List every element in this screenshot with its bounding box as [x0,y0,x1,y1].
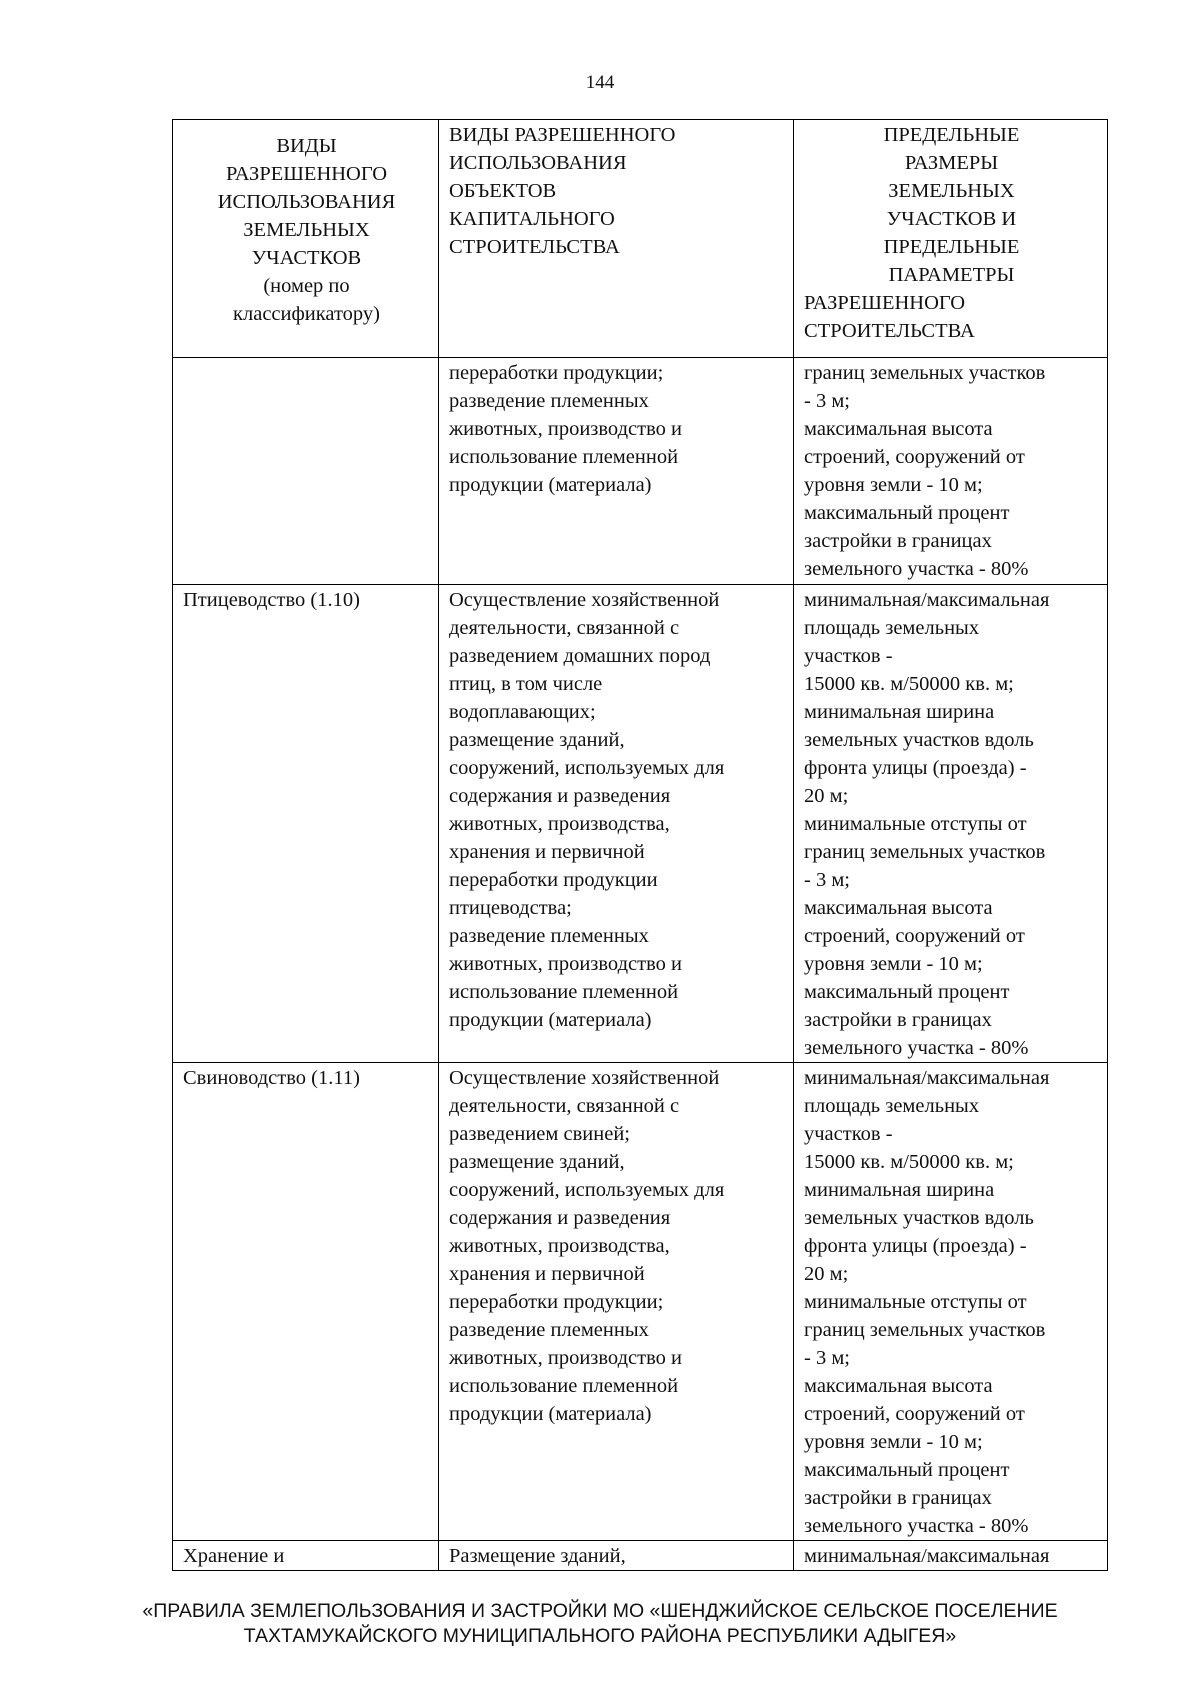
header-land-use-types [173,120,439,358]
table-row [173,1541,1108,1571]
header-limit-parameters-tail: РАЗРЕШЕННОГО СТРОИТЕЛЬСТВА [804,292,975,342]
cell-limit-parameters: границ земельных участков - 3 м; максимальная высота строений, сооружений от уровня земли - 10 м; максимальный процент застройки в границах земельного участка - 80% [794,358,1108,585]
cell-limit-parameters: минимальная/максимальная [794,1541,1108,1571]
footer-line-1: «ПРАВИЛА ЗЕМЛЕПОЛЬЗОВАНИЯ И ЗАСТРОЙКИ МО «ШЕНДЖИЙСКОЕ СЕЛЬСКОЕ ПОСЕЛЕНИЕ [142,1600,1058,1622]
cell-capital-objects: переработки продукции; разведение племенных животных, производство и использование племенной продукции (материала) [439,358,794,585]
cell-land-use-type: Свиноводство (1.11) [173,1063,439,1541]
header-land-use-types-title: ВИДЫ РАЗРЕШЕННОГО ИСПОЛЬЗОВАНИЯ ЗЕМЕЛЬНЫХ УЧАСТКОВ [217,135,396,269]
header-classifier-note: (номер по классификатору) [233,275,380,325]
table-row [173,1063,1108,1541]
header-row [173,120,1108,358]
cell-limit-parameters: минимальная/максимальная площадь земельных участков - 15000 кв. м/50000 кв. м; минимальная ширина земельных участков вдоль фронта улицы (проезда) - 20 м; минимальные отступы от границ земельных участков - 3 м; максимальная высота строений, сооружений от уровня земли - 10 м; максимальный процент застройки в границах земельного участка - 80% [794,585,1108,1063]
header-limit-parameters-main: ПРЕДЕЛЬНЫЕ РАЗМЕРЫ ЗЕМЕЛЬНЫХ УЧАСТКОВ И ПРЕДЕЛЬНЫЕ ПАРАМЕТРЫ [883,124,1020,286]
page-number: 144 [585,72,615,93]
header-limit-parameters [794,120,1108,358]
table-row [173,358,1108,585]
cell-land-use-type: Птицеводство (1.10) [173,585,439,1063]
cell-land-use-type [173,358,439,585]
cell-limit-parameters: минимальная/максимальная площадь земельных участков - 15000 кв. м/50000 кв. м; минимальная ширина земельных участков вдоль фронта улицы (проезда) - 20 м; минимальные отступы от границ земельных участков - 3 м; максимальная высота строений, сооружений от уровня земли - 10 м; максимальный процент застройки в границах земельного участка - 80% [794,1063,1108,1541]
cell-capital-objects: Осуществление хозяйственной деятельности, связанной с разведением свиней; размещение зданий, сооружений, используемых для содержания и разведения животных, производства, хранения и первичной переработки продукции; разведение племенных животных, производство и использование племенной продукции (материала) [439,1063,794,1541]
header-capital-construction-types: ВИДЫ РАЗРЕШЕННОГО ИСПОЛЬЗОВАНИЯ ОБЪЕКТОВ КАПИТАЛЬНОГО СТРОИТЕЛЬСТВА [439,120,794,358]
cell-land-use-type: Хранение и [173,1541,439,1571]
table-body [173,358,1108,1571]
footer-line-2: ТАХТАМУКАЙСКОГО МУНИЦИПАЛЬНОГО РАЙОНА РЕСПУБЛИКИ АДЫГЕЯ» [243,1625,957,1647]
document-footer [0,1599,1200,1649]
cell-capital-objects: Осуществление хозяйственной деятельности, связанной с разведением домашних пород птиц, в том числе водоплавающих; размещение зданий, сооружений, используемых для содержания и разведения животных, производства, хранения и первичной переработки продукции птицеводства; разведение племенных животных, производство и использование племенной продукции (материала) [439,585,794,1063]
table-header [173,120,1108,358]
table-row [173,585,1108,1063]
cell-capital-objects: Размещение зданий, [439,1541,794,1571]
land-use-table [172,119,1108,1571]
